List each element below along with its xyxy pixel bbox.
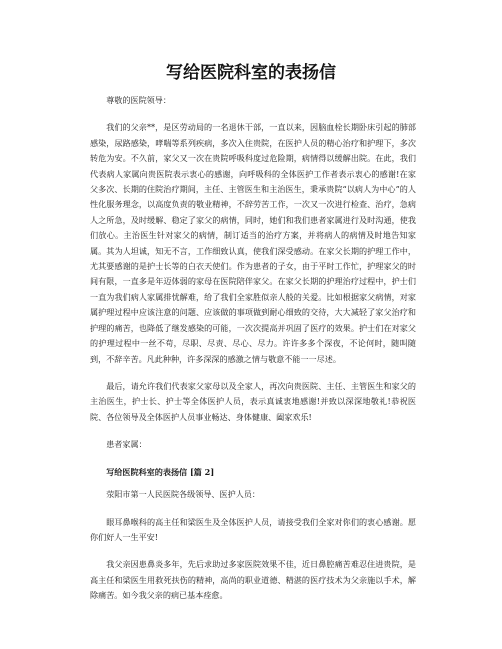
section-subtitle: 写给医院科室的表扬信 [篇 2] xyxy=(106,466,215,477)
signature-line: 患者家属： xyxy=(106,439,147,450)
document-body xyxy=(90,93,416,611)
body-paragraph-thanks: 眼耳鼻喉科的高主任和梁医生及全体医护人员，请接受我们全家对你们的衷心感谢。愿你们好人一生平安! xyxy=(90,516,416,542)
body-paragraph-closing: 最后，请允许我们代表家父家母以及全家人，再次向贵医院、主任、主管医生和家父的主治医生，护士长、护士等全体医护人员，表示真诚衷地感谢!并致以深深地敬礼!恭祝医院、各位领导及全体医护人员事业畅达、身体健康、阖家欢乐! xyxy=(90,380,416,422)
salutation-2: 荥阳市第一人民医院各级领导、医护人员： xyxy=(106,489,260,500)
document-title: 写给医院科室的表扬信 xyxy=(166,63,336,83)
salutation: 尊敬的医院领导： xyxy=(106,95,171,105)
body-paragraph-main: 我们的父亲**，是区劳动局的一名退休干部，一直以来，因脑血栓长期卧床引起的肺部感染，尿路感染，哮喘等系列疾病，多次入住贵院，在医护人员的精心治疗和护理下，多次转危为安。不久前，家父又一次在贵院呼吸科度过危险期，病情得以缓解出院。在此，我们代表病人家属向贵医院表示衷心的感谢，向呼吸科的全体医护工作者表示衷心的感谢!在家父多次、长期的住院治疗期间，主任、主管医生和主治医生，秉承贵院“以病人为中心”的人性化服务理念，以高度负责的敬业精神，不辞劳苦工作，一次又一次进行检查、治疗，急病人之所急，及时缓解、稳定了家父的病情，同时，她们和我们患者家属进行及时沟通，使我们放心。主治医生针对家父的病情，制订适当的治疗方案，并将病人的病情及时地告知家属。其为人坦诚，知无不言，工作细致认真，使我们深受感动。在家父长期的护理工作中，尤其要感谢的是护士长等的白衣天使们。作为患者的子女，由于平时工作忙，护理家父的时间有限，一直多是年迈体弱的家母在医院陪伴家父。在家父长期的护理治疗过程中，护士们一直为我们病人家属排忧解难，给了我们全家胜似亲人般的关爱。比如根据家父病情，对家属护理过程中应该注意的问题、应该做的事项做到耐心细致的交待，大大减轻了家父治疗和护理的痛苦，也降低了继发感染的可能，一次次提高并巩固了医疗的效果。护士们在对家父的护理过程中一丝不苟，尽职、尽责、尽心、尽力。许许多多个深夜，不论何时，随叫随到，不辞辛苦。凡此种种，许多深深的感激之情与敬意不能一一尽述。 xyxy=(90,122,416,364)
body-paragraph-story: 我父亲因患鼻炎多年，先后求助过多家医院效果不佳，近日鼻腔痛苦难忍住进贵院，是高主任和梁医生用救死扶伤的精神，高尚的职业道德、精湛的医疗技术为父亲施以手术，解除痛苦。如今我父亲的病已基本痊愈。 xyxy=(90,559,416,601)
